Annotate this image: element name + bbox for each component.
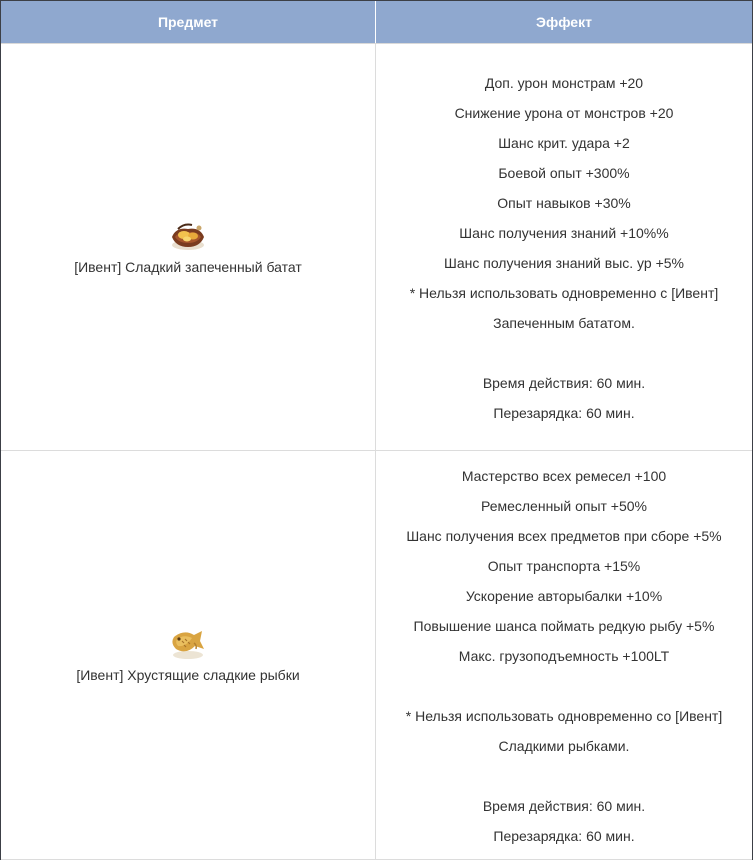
effect-line: * Нельзя использовать одновременно со [Ивент] bbox=[405, 708, 723, 724]
effect-line: Ускорение авторыбалки +10% bbox=[465, 588, 663, 604]
item-name: [Ивент] Хрустящие сладкие рыбки bbox=[76, 667, 300, 683]
effect-list bbox=[376, 58, 752, 436]
effect-line: Шанс получения всех предметов при сборе +5% bbox=[406, 528, 722, 544]
table-header-row bbox=[1, 1, 752, 44]
effect-line: Доп. урон монстрам +20 bbox=[484, 75, 644, 91]
effect-line: Сладкими рыбками. bbox=[498, 738, 630, 754]
effect-line: Опыт транспорта +15% bbox=[487, 558, 641, 574]
items-table bbox=[1, 1, 752, 860]
effect-cell bbox=[375, 44, 752, 451]
effect-cell bbox=[375, 451, 752, 860]
item-cell bbox=[1, 451, 375, 860]
item-cell bbox=[1, 44, 375, 451]
effect-line: Снижение урона от монстров +20 bbox=[454, 105, 674, 121]
effect-line: Запеченным бататом. bbox=[493, 315, 635, 331]
effect-line: Шанс получения знаний +10%% bbox=[459, 225, 669, 241]
header-effect: Эффект bbox=[375, 1, 752, 44]
effect-list bbox=[376, 451, 752, 859]
table-row bbox=[1, 451, 752, 860]
item-name: [Ивент] Сладкий запеченный батат bbox=[74, 259, 302, 275]
effect-line: Время действия: 60 мин. bbox=[482, 375, 646, 391]
effect-line: * Нельзя использовать одновременно с [Ивент] bbox=[409, 285, 719, 301]
effect-line bbox=[376, 671, 752, 701]
table-row bbox=[1, 44, 752, 451]
header-item: Предмет bbox=[1, 1, 375, 44]
effect-line: Мастерство всех ремесел +100 bbox=[461, 468, 667, 484]
effect-line: Повышение шанса поймать редкую рыбу +5% bbox=[413, 618, 715, 634]
fish-shaped-pastry-icon bbox=[1, 625, 375, 661]
effect-line: Шанс крит. удара +2 bbox=[498, 135, 630, 151]
effect-line: Боевой опыт +300% bbox=[498, 165, 630, 181]
baked-sweet-potato-icon bbox=[1, 217, 375, 253]
effect-line: Ремесленный опыт +50% bbox=[480, 498, 648, 514]
effect-line bbox=[376, 338, 752, 368]
effect-line bbox=[376, 761, 752, 791]
effect-line: Макс. грузоподъемность +100LT bbox=[458, 648, 670, 664]
effect-line: Шанс получения знаний выс. ур +5% bbox=[444, 255, 684, 271]
effect-line: Опыт навыков +30% bbox=[497, 195, 631, 211]
effect-line: Время действия: 60 мин. bbox=[482, 798, 646, 814]
effect-line: Перезарядка: 60 мин. bbox=[493, 405, 635, 421]
effect-line: Перезарядка: 60 мин. bbox=[493, 828, 635, 844]
